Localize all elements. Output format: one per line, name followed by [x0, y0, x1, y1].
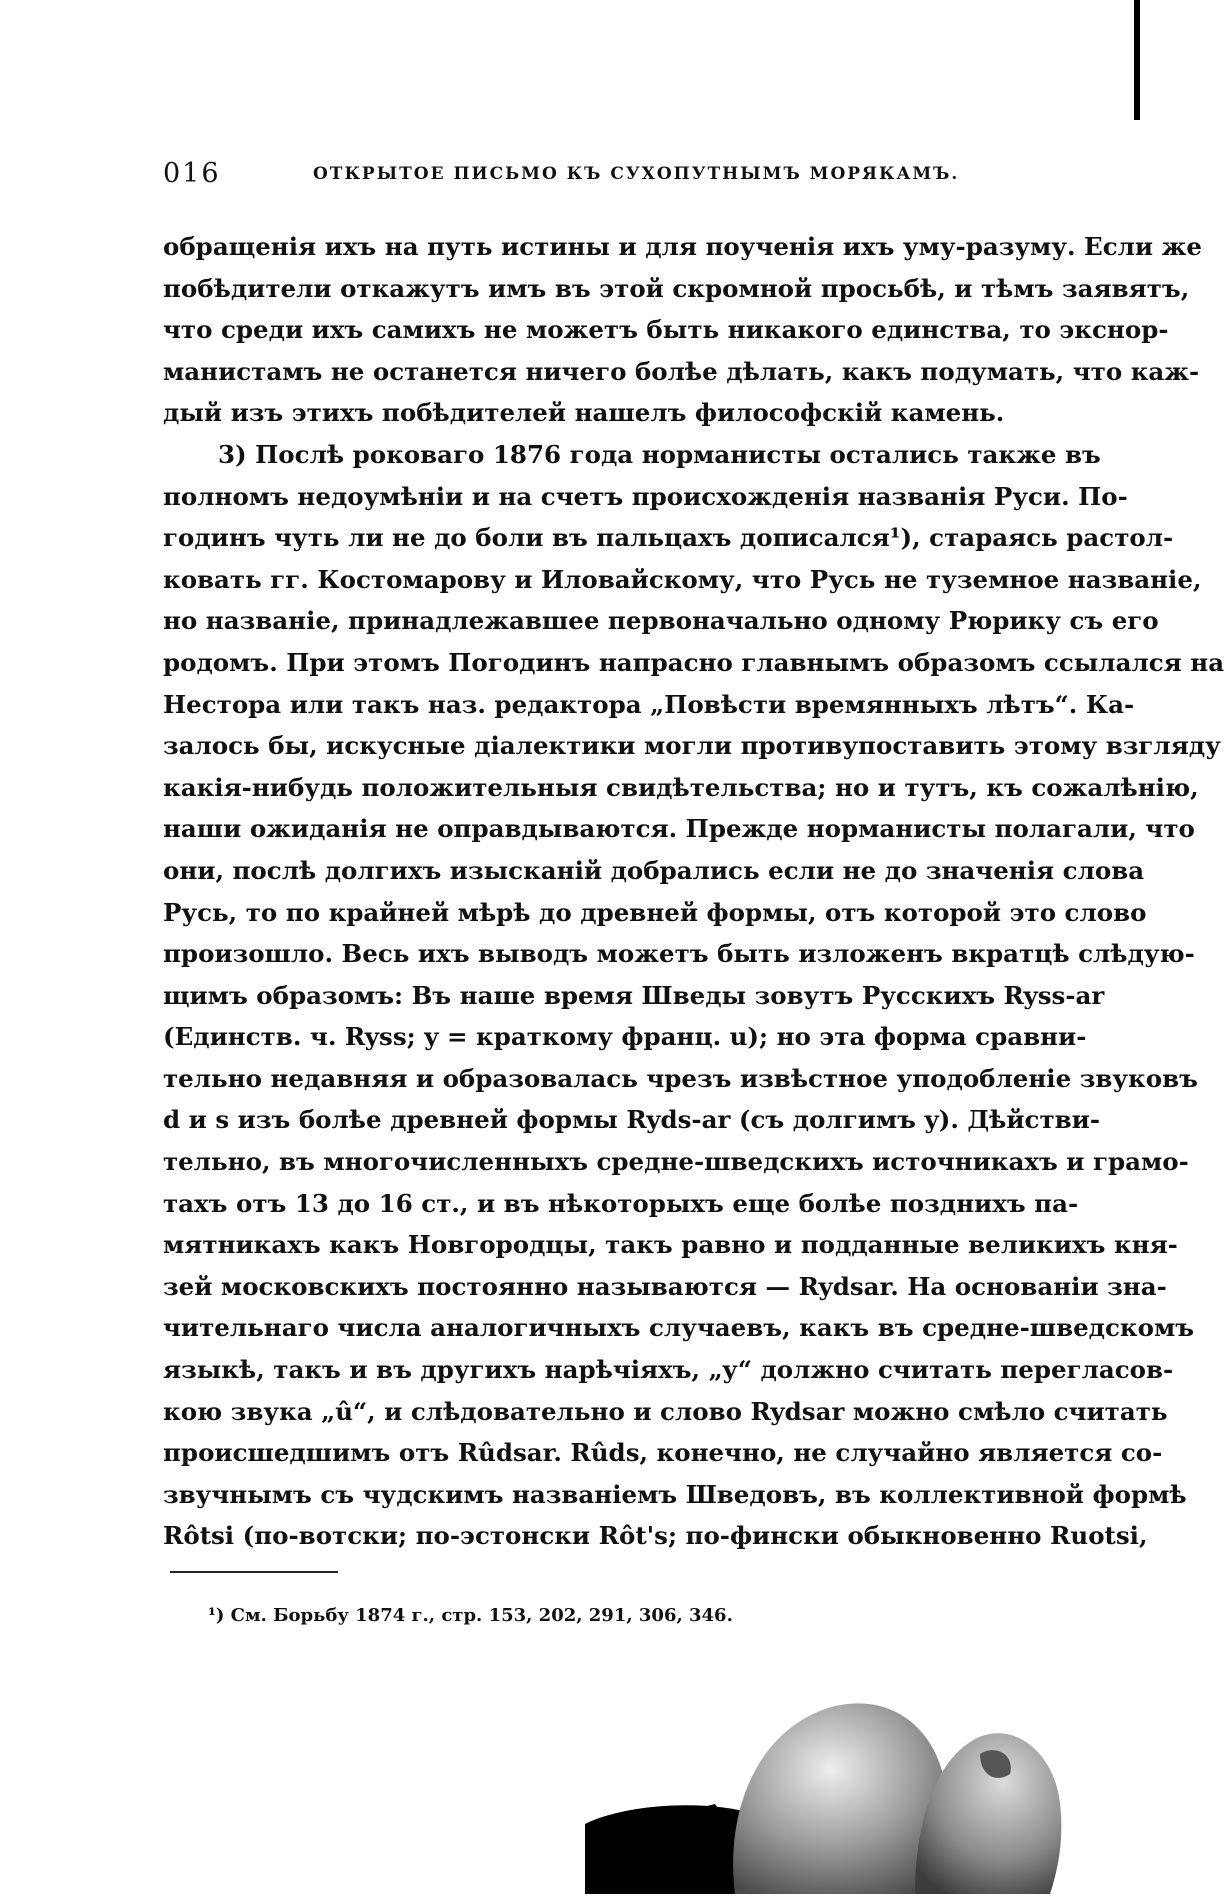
text-line: они, послѣ долгихъ изысканій добрались если не до значенія слова: [163, 855, 1145, 885]
text-line: тахъ отъ 13 до 16 ст., и въ нѣкоторыхъ еще болѣе позднихъ па-: [163, 1188, 1079, 1218]
text-line: мятникахъ какъ Новгородцы, такъ равно и подданные великихъ кня-: [163, 1230, 1178, 1260]
text-line: дый изъ этихъ побѣдителей нашелъ философскій камень.: [163, 398, 1005, 428]
text-line: какія-нибудь положительныя свидѣтельства; но и тутъ, къ сожалѣнію,: [163, 772, 1199, 802]
text-line: залось бы, искусные діалектики могли противупоставить этому взгляду: [163, 731, 1221, 761]
text-line: побѣдители откажутъ имъ въ этой скромной просьбѣ, и тѣмъ заявятъ,: [163, 273, 1190, 303]
footnote-divider: [170, 1571, 338, 1573]
text-line: зей московскихъ постоянно называются — Rydsar. На основаніи зна-: [163, 1271, 1167, 1301]
text-line: щимъ образомъ: Въ наше время Шведы зовутъ Русскихъ Ryss-ar: [163, 980, 1105, 1010]
text-line: манистамъ не останется ничего болѣе дѣлать, какъ подумать, что каж-: [163, 356, 1200, 386]
text-line: Русь, то по крайней мѣрѣ до древней формы, отъ которой это слово: [163, 897, 1147, 927]
text-line: обращенія ихъ на путь истины и для поученія ихъ уму-разуму. Если же: [163, 232, 1202, 261]
text-line: звучнымъ съ чудскимъ названіемъ Шведовъ, въ коллективной формѣ: [163, 1479, 1187, 1509]
text-line: тельно, въ многочисленныхъ средне-шведскихъ источникахъ и грамо-: [163, 1147, 1189, 1177]
text-line: родомъ. При этомъ Погодинъ напрасно главнымъ образомъ ссылался на: [163, 647, 1224, 677]
body-text: [163, 226, 1224, 1557]
text-line: Нестора или такъ наз. редактора „Повѣсти времянныхъ лѣтъ“. Ка-: [163, 689, 1135, 719]
page-number: 016: [163, 158, 221, 189]
text-line: что среди ихъ самихъ не можетъ быть никакого единства, то экснор-: [163, 315, 1169, 345]
text-line: кою звука „û“, и слѣдовательно и слово Rydsar можно смѣло считать: [163, 1396, 1168, 1426]
text-line: d и s изъ болѣе древней формы Ryds-ar (съ долгимъ y). Дѣйстви-: [163, 1105, 1101, 1135]
text-line: происшедшимъ отъ Rûdsar. Rûds, конечно, не случайно является со-: [163, 1438, 1163, 1468]
text-line: (Единств. ч. Ryss; y = краткому франц. u); но эта форма сравни-: [163, 1022, 1087, 1052]
text-line: произошло. Весь ихъ выводъ можетъ быть изложенъ вкратцѣ слѣдую-: [163, 939, 1195, 969]
text-line: тельно недавняя и образовалась чрезъ извѣстное уподобленіе звуковъ: [163, 1063, 1198, 1093]
text-line: языкѣ, такъ и въ другихъ нарѣчіяхъ, „y“ должно считать перегласов-: [163, 1355, 1174, 1385]
paragraph-start-line: 3) Послѣ роковаго 1876 года норманисты остались также въ: [218, 439, 1101, 469]
running-title: ОТКРЫТОЕ ПИСЬМО КЪ СУХОПУТНЫМЪ МОРЯКАМЪ.: [313, 164, 960, 184]
text-line: Rôtsi (по-вотски; по-эстонски Rôt's; по-фински обыкновенно Ruotsi,: [163, 1521, 1148, 1551]
footnote: ¹) См. Борьбу 1874 г., стр. 153, 202, 291, 306, 346.: [208, 1605, 733, 1626]
text-line: чительнаго числа аналогичныхъ случаевъ, какъ въ средне-шведскомъ: [163, 1313, 1195, 1343]
page-header: [163, 158, 1043, 198]
text-line: годинъ чуть ли не до боли въ пальцахъ дописался¹), стараясь растол-: [163, 523, 1174, 553]
text-line: наши ожиданія не оправдываются. Прежде норманисты полагали, что: [163, 814, 1195, 844]
text-line: ковать гг. Костомарову и Иловайскому, что Русь не туземное названіе,: [163, 564, 1202, 594]
scanner-thumb-artifact: [585, 1694, 1140, 1894]
text-line: полномъ недоумѣніи и на счетъ происхожденія названія Руси. По-: [163, 481, 1128, 511]
binding-edge: [1134, 0, 1140, 120]
text-line: но названіе, принадлежавшее первоначально одному Рюрику съ его: [163, 606, 1159, 636]
